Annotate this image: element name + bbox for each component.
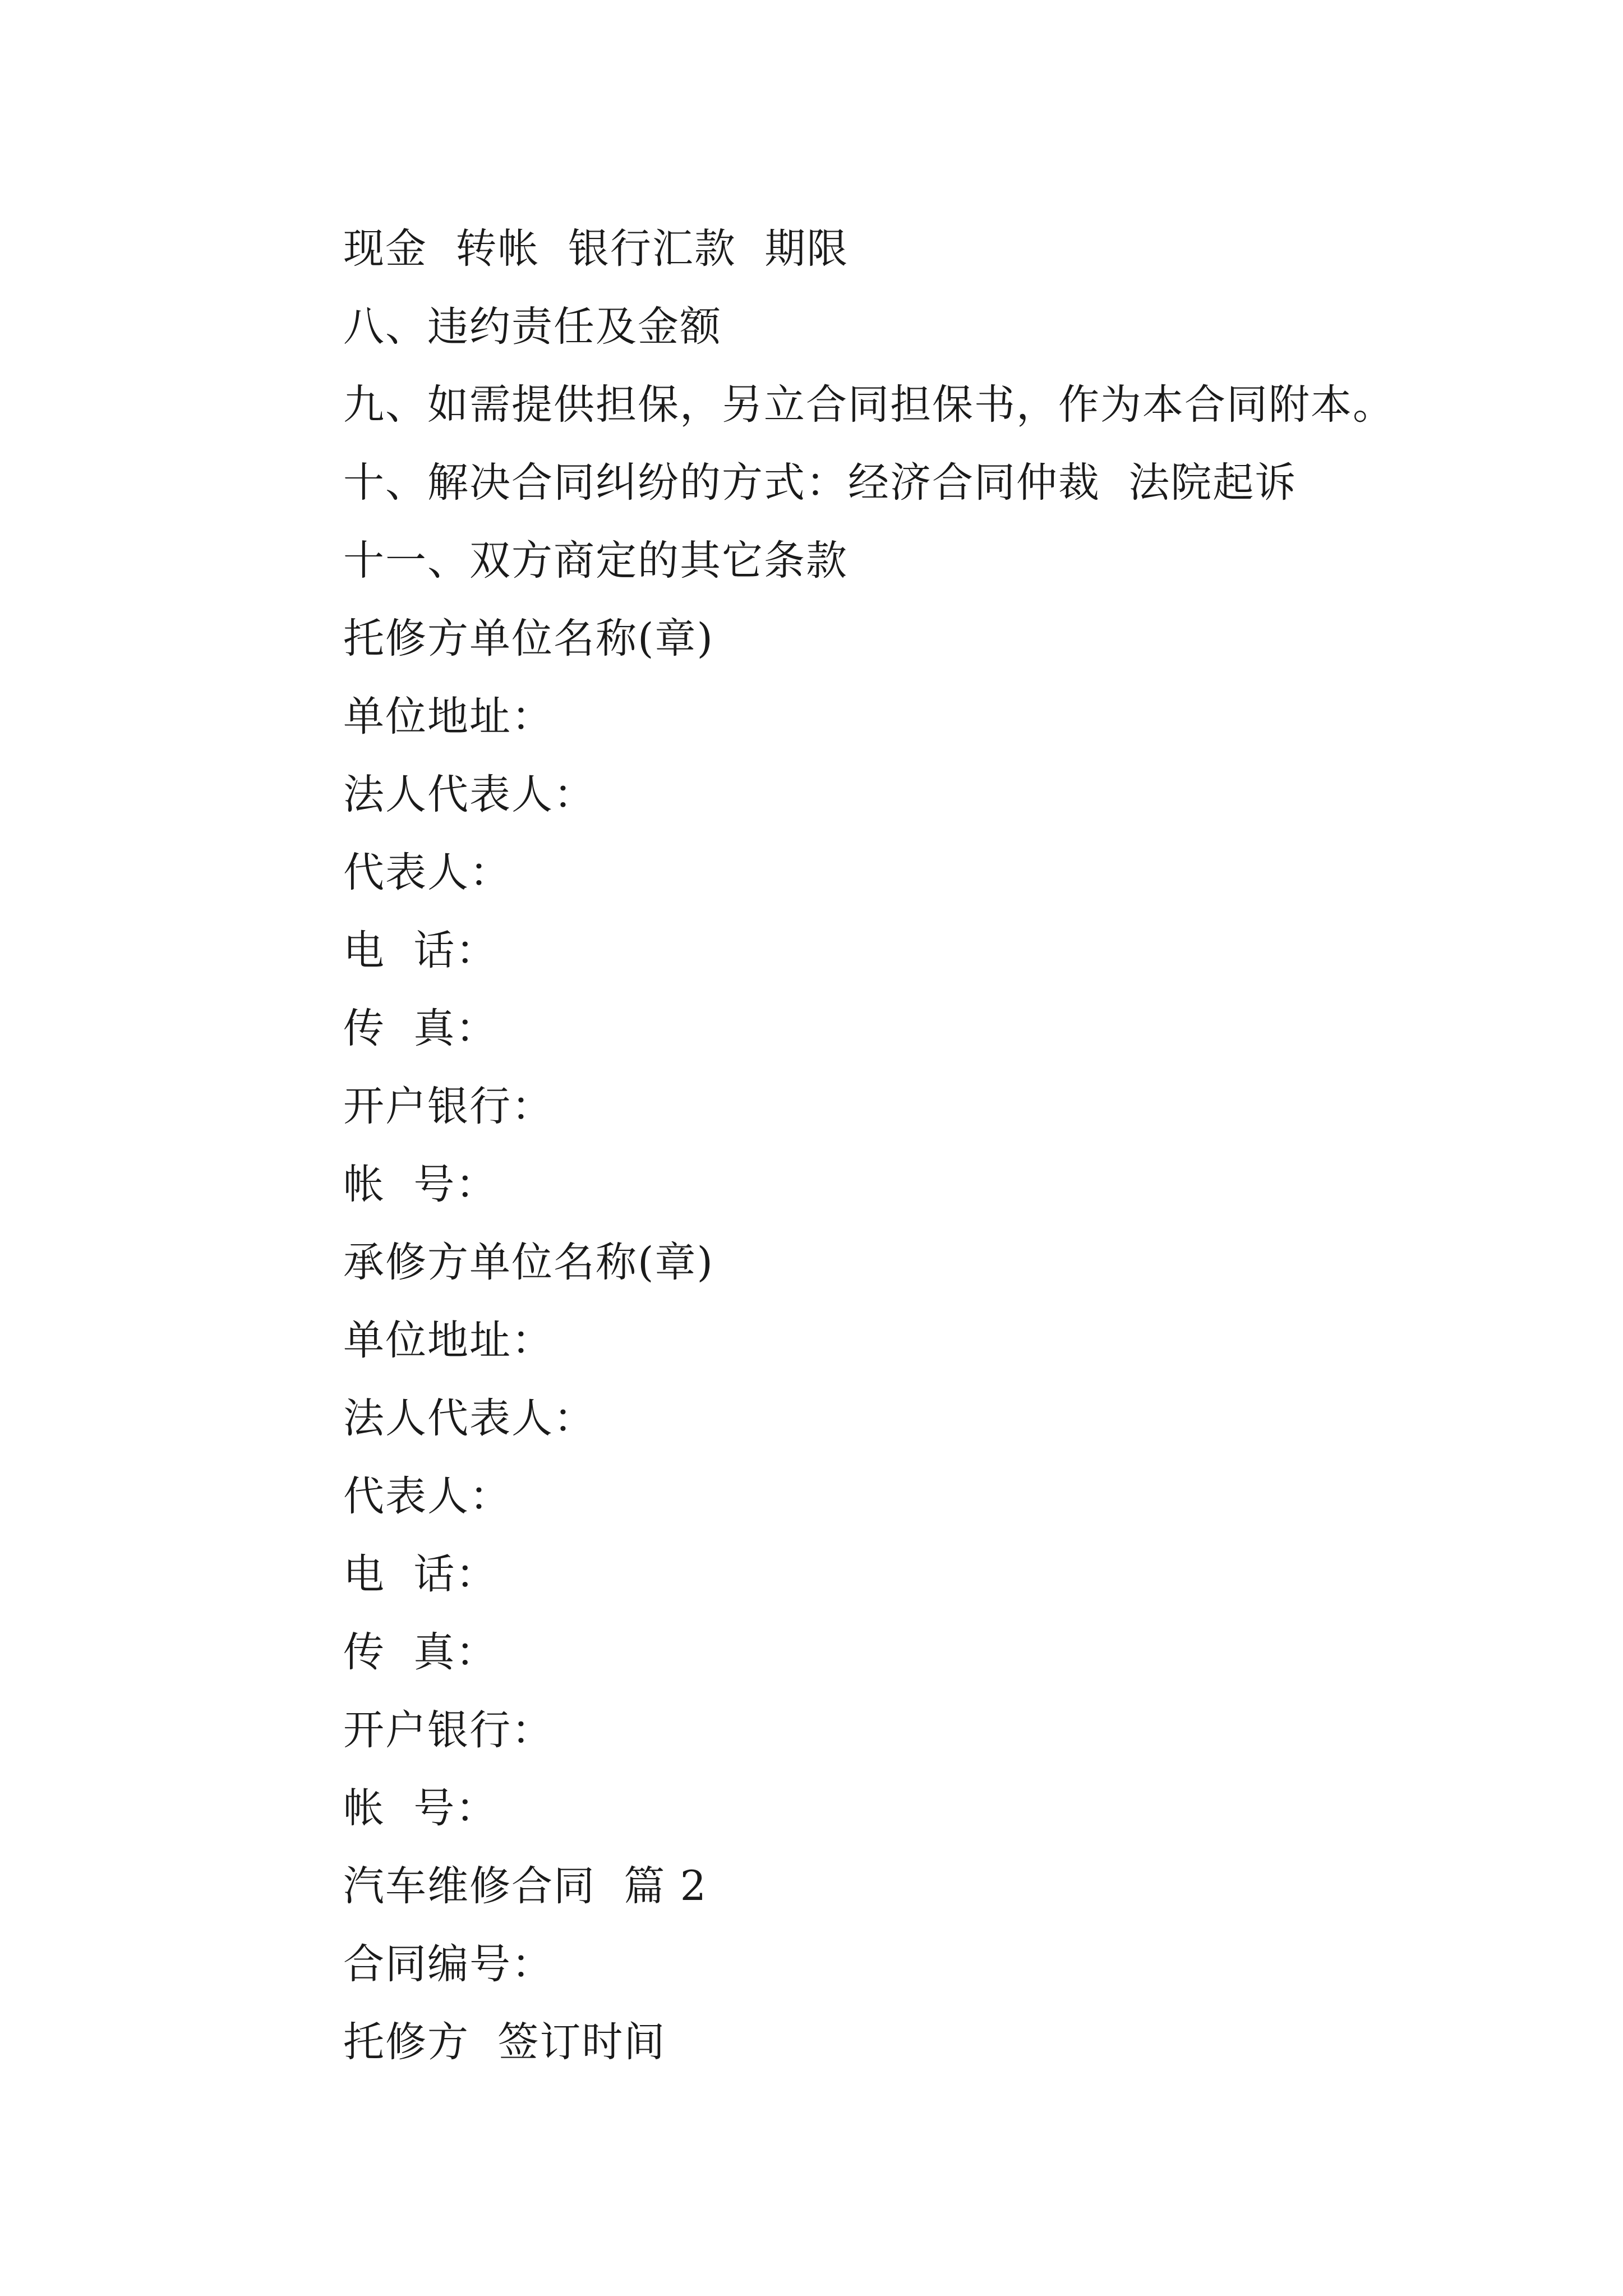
contract-text	[343, 210, 1543, 2081]
document-line: 法人代表人：	[343, 1395, 596, 1442]
document-line: 合同编号：	[343, 1940, 554, 1988]
document-line: 单位地址：	[343, 1317, 554, 1364]
document-line: 电 话：	[343, 1550, 498, 1598]
document-line: 电 话：	[343, 927, 498, 974]
document-line: 八、违约责任及金额	[343, 303, 722, 351]
document-line: 代表人：	[343, 1473, 511, 1520]
document-line: 承修方单位名称(章)	[343, 1239, 714, 1286]
document-line: 现金 转帐 银行汇款 期限	[343, 225, 849, 273]
document-line: 代表人：	[343, 849, 511, 896]
document-line: 托修方单位名称(章)	[343, 615, 714, 662]
document-line: 开户银行：	[343, 1083, 554, 1130]
document-line: 九、如需提供担保，另立合同担保书，作为本合同附本。	[343, 381, 1395, 429]
document-line: 单位地址：	[343, 693, 554, 740]
document-line: 帐 号：	[343, 1161, 498, 1208]
document-line: 托修方 签订时间	[343, 2018, 666, 2066]
document-line: 传 真：	[343, 1005, 498, 1052]
document-line: 开户银行：	[343, 1706, 554, 1754]
document-line: 法人代表人：	[343, 771, 596, 818]
document-line: 十一、双方商定的其它条款	[343, 537, 848, 585]
document-line: 十、解决合同纠纷的方式：经济合同仲裁 法院起诉	[343, 459, 1297, 507]
document-line: 帐 号：	[343, 1784, 498, 1832]
document-line: 传 真：	[343, 1628, 498, 1676]
document-line: 汽车维修合同 篇 2	[343, 1862, 708, 1910]
